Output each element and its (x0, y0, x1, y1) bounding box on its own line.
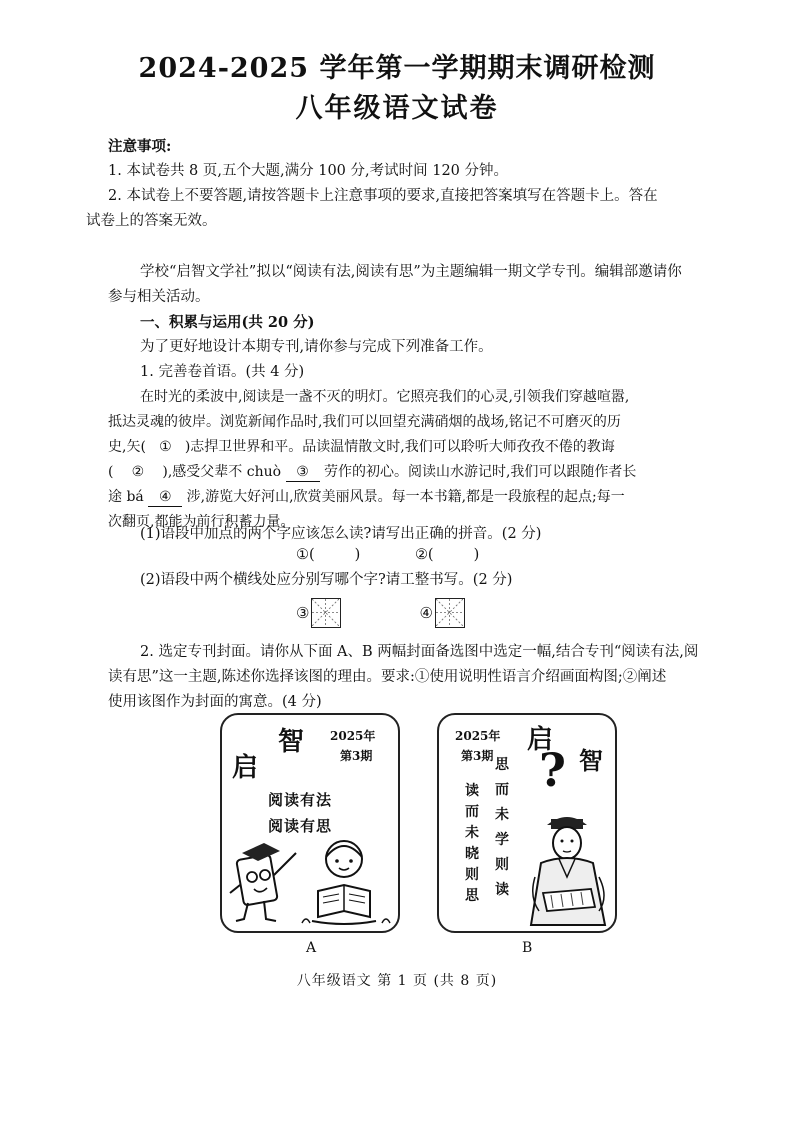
intro-line-2: 参与相关活动。 (108, 289, 210, 305)
passage-text: 史,矢( (108, 439, 146, 455)
pinyin-close-1: ) (354, 547, 361, 563)
writing-grids (296, 598, 543, 628)
passage-line-6: 次翻页,都能为前行积蓄力量。 (108, 514, 295, 530)
pinyin-label-1: ①( (296, 547, 315, 563)
blank-underline-3: ③ (286, 463, 320, 482)
cover-a-char-zhi: 智 (278, 727, 305, 757)
cover-b-caption: B (522, 940, 533, 956)
cover-b-issue: 第3期 (461, 749, 494, 763)
pinyin-label-2: ②( (414, 547, 434, 563)
passage-line-1: 在时光的柔波中,阅读是一盏不灭的明灯。它照亮我们的心灵,引领我们穿越喧嚣, (140, 389, 630, 405)
passage-line-2: 抵达灵魂的彼岸。浏览新闻作品时,我们可以回望充满硝烟的战场,铭记不可磨灭的历 (108, 414, 621, 430)
cover-b-vertical-right: 思而未学则读 (495, 757, 509, 898)
grid-label-4: ④ (419, 604, 433, 622)
cover-b-char-qi: 启 (527, 725, 554, 755)
passage-text: ( (108, 464, 114, 480)
blank-underline-4: ④ (148, 488, 182, 507)
cover-a-year: 2025年 (330, 729, 376, 743)
passage-line-5 (108, 485, 736, 510)
passage-text: )志捍卫世界和平。品读温情散文时,我们可以聆听大师孜孜不倦的教诲 (184, 439, 615, 455)
passage-text: 涉,游览大好河山,欣赏美丽风景。每一本书籍,都是一段旅程的起点;每一 (186, 489, 625, 505)
intro-line-1: 学校“启智文学社”拟以“阅读有法,阅读有思”为主题编辑一期文学专刊。编辑部邀请你 (140, 264, 682, 280)
passage-text: 劳作的初心。阅读山水游记时,我们可以跟随作者长 (323, 464, 637, 480)
cover-a-issue: 第3期 (340, 749, 373, 763)
cover-b-char-zhi: 智 (579, 746, 603, 775)
question-1-1: (1)语段中加点的两个字应该怎么读?请写出正确的拼音。(2 分) (140, 526, 542, 542)
question-2-line-2: 读有思”这一主题,陈述你选择该图的理由。要求:①使用说明性语言介绍画面构图;②阐述 (108, 669, 667, 685)
passage-text: ),感受父辈不 chuò (162, 464, 282, 480)
scholar-reading-illustration-icon (525, 807, 615, 931)
pinyin-close-2: ) (473, 547, 480, 563)
passage-line-4 (108, 460, 736, 485)
page-footer: 八年级语文 第 1 页 (共 8 页) (296, 973, 498, 989)
section-1-lead: 为了更好地设计本期专刊,请你参与完成下列准备工作。 (140, 339, 493, 355)
exam-subtitle: 八年级语文试卷 (295, 93, 499, 124)
cover-b-vertical-left: 读而未晓则思 (465, 783, 479, 904)
cover-b-question-mark: ? (539, 743, 566, 797)
blank-marker-1: ① (159, 439, 172, 455)
cover-a-motto-2: 阅读有思 (268, 817, 333, 835)
tianzi-grid-box (435, 598, 465, 628)
notice-item-2-line-1: 2. 本试卷上不要答题,请按答题卡上注意事项的要求,直接把答案填写在答题卡上。答在 (108, 188, 658, 204)
cover-option-a (220, 713, 400, 933)
cover-a-motto-1: 阅读有法 (268, 791, 333, 809)
cover-a-char-qi: 启 (232, 753, 259, 783)
reading-kids-illustration-icon (222, 835, 398, 931)
cover-a-caption: A (306, 940, 317, 956)
grid-guide-icon (312, 599, 339, 626)
question-2-line-1: 2. 选定专刊封面。请你从下面 A、B 两幅封面备选图中选定一幅,结合专刊“阅读有法,阅 (140, 644, 699, 660)
notice-item-2-line-2: 试卷上的答案无效。 (86, 213, 217, 229)
tianzi-grid-box (311, 598, 341, 628)
passage-text: 途 bá (108, 489, 144, 505)
pinyin-answer-2 (415, 547, 479, 563)
passage-line-3 (108, 435, 736, 460)
section-1-heading: 一、积累与运用(共 20 分) (140, 314, 315, 331)
question-1-title: 1. 完善卷首语。(共 4 分) (140, 364, 305, 380)
cover-b-year: 2025年 (455, 729, 501, 743)
pinyin-answers (296, 547, 529, 563)
question-1-2: (2)语段中两个横线处应分别写哪个字?请工整书写。(2 分) (140, 572, 513, 588)
blank-marker-2: ② (131, 464, 145, 480)
notice-item-1: 1. 本试卷共 8 页,五个大题,满分 100 分,考试时间 120 分钟。 (108, 163, 509, 179)
cover-option-b (437, 713, 617, 933)
exam-title: 2024-2025 学年第一学期期末调研检测 (138, 53, 656, 84)
grid-label-3: ③ (296, 604, 310, 622)
pinyin-answer-1 (296, 547, 360, 563)
question-2-line-3: 使用该图作为封面的寓意。(4 分) (108, 694, 322, 710)
notice-heading: 注意事项: (108, 138, 172, 155)
grid-guide-icon (436, 599, 463, 626)
